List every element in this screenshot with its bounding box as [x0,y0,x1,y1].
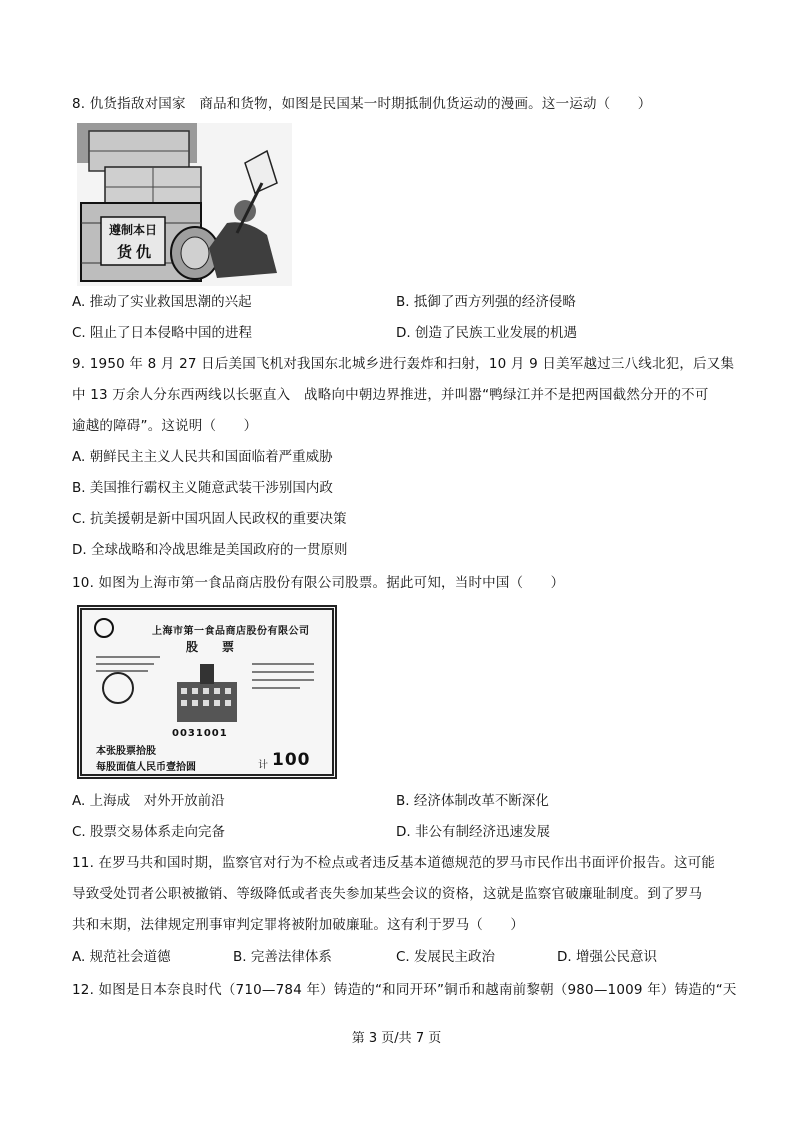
q8-option-c[interactable]: C. 阻止了日本侵略中国的进程 [72,325,253,341]
q11-stem-line-1: 11. 在罗马共和国时期，监察官对行为不检点或者违反基本道德规范的罗马市民作出书面评价报告。这可能 [72,855,716,871]
q11-option-a[interactable]: A. 规范社会道德 [72,949,171,965]
stock-total-label: 计 [258,760,268,771]
stock-company-name: 上海市第一食品商店股份有限公司 [152,626,310,637]
stock-serial: 0031001 [172,728,228,739]
q11-option-d[interactable]: D. 增强公民意识 [557,949,657,965]
boycott-cartoon-drawing [77,123,292,286]
q10-option-d[interactable]: D. 非公有制经济迅速发展 [396,824,550,840]
q9-option-d[interactable]: D. 全球战略和冷战思维是美国政府的一贯原则 [72,542,348,558]
q9-option-a[interactable]: A. 朝鲜民主主义人民共和国面临着严重威胁 [72,449,333,465]
page-footer: 第 3 页/共 7 页 [351,1031,442,1046]
q9-option-c[interactable]: C. 抗美援朝是新中国巩固人民政权的重要决策 [72,511,347,527]
q12-stem: 12. 如图是日本奈良时代（710—784 年）铸造的“和同开环”铜币和越南前黎朝（980—1009 年）铸造的“天 [72,982,737,998]
stock-certificate [77,605,337,779]
building-illustration [172,660,242,724]
company-logo-icon [94,618,114,638]
q8-stem: 8. 仇货指敌对国家 商品和货物，如图是民国某一时期抵制仇货运动的漫画。这一运动（ ） [72,96,652,112]
stock-terms-text [252,660,318,700]
q10-option-b[interactable]: B. 经济体制改革不断深化 [396,793,549,809]
cartoon-label-1: 遵制本日 [109,223,158,237]
q9-option-b[interactable]: B. 美国推行霸权主义随意武装干涉别国内政 [72,480,333,496]
q8-option-b[interactable]: B. 抵御了西方列强的经济侵略 [396,294,576,310]
q8-option-d[interactable]: D. 创造了民族工业发展的机遇 [396,325,577,341]
q11-option-c[interactable]: C. 发展民主政治 [396,949,496,965]
q11-stem-line-3: 共和末期，法律规定刑事审判定罪将被附加破廉耻。这有利于罗马（ ） [72,917,525,933]
q11-stem-line-2: 导致受处罚者公职被撤销、等级降低或者丧失参加某些会议的资格，这就是监察官破廉耻制度。到了罗马 [72,886,703,902]
q11-option-b[interactable]: B. 完善法律体系 [233,949,332,965]
stock-footer-1: 本张股票拾股 [96,746,156,757]
q8-option-a[interactable]: A. 推动了实业救国思潮的兴起 [72,294,252,310]
q9-stem-line-1: 9. 1950 年 8 月 27 日后美国飞机对我国东北城乡进行轰炸和扫射，10 月 9 日美军越过三八线北犯，后又集 [72,356,735,372]
company-seal-icon [102,672,134,704]
stock-total-value: 100 [272,750,311,770]
boycott-cartoon [77,123,292,286]
q9-stem-line-3: 逾越的障碍”。这说明（ ） [72,418,258,434]
q10-stem: 10. 如图为上海市第一食品商店股份有限公司股票。据此可知，当时中国（ ） [72,575,565,591]
stock-title: 股 票 [186,640,235,654]
stock-footer-2: 每股面值人民币壹拾圆 [96,762,196,773]
q9-stem-line-2: 中 13 万余人分东西两线以长驱直入 战略向中朝边界推进，并叫嚣“鸭绿江并不是把两国截然分开的不可 [72,387,709,403]
q10-option-a[interactable]: A. 上海成 对外开放前沿 [72,793,225,809]
cartoon-label-2: 货仇 [117,243,156,261]
q10-option-c[interactable]: C. 股票交易体系走向完备 [72,824,226,840]
stock-fine-print [96,654,160,674]
